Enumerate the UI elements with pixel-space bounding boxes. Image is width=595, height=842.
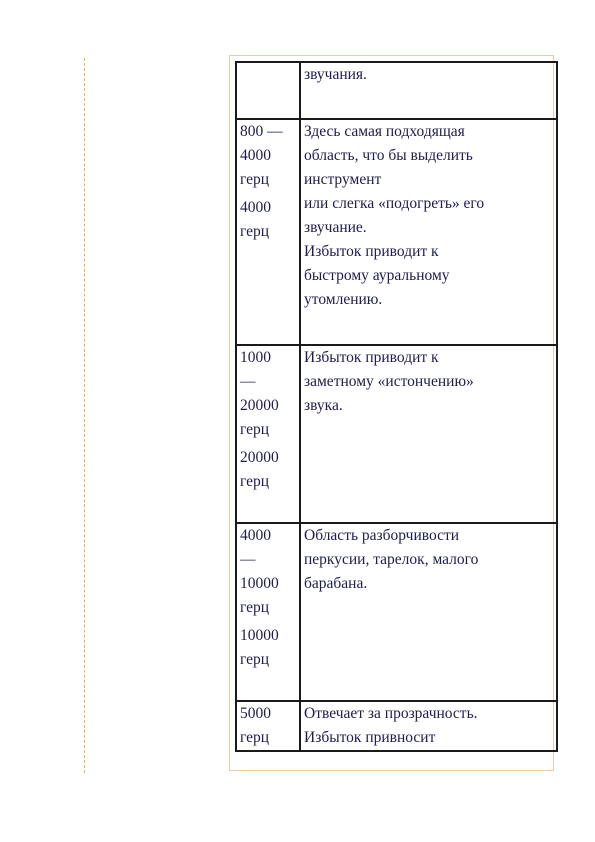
table-row xyxy=(236,701,557,751)
description-cell xyxy=(300,62,557,119)
frequency-range: 4000 — 10000 герц xyxy=(240,527,279,616)
description-cell xyxy=(300,345,557,523)
frequency-cell xyxy=(236,119,300,345)
description-cell xyxy=(300,119,557,345)
table-row xyxy=(236,62,557,119)
description-text: Здесь самая подходящая область, что бы выделить инструмент или слегка «подогреть» его звучание. Избыток приводит к быстрому ауральному утомлению. xyxy=(304,123,485,308)
table-row xyxy=(236,523,557,701)
table-row xyxy=(236,345,557,523)
frequency-table xyxy=(235,61,558,752)
frequency-value: 20000 герц xyxy=(240,449,279,490)
frequency-value: 4000 герц xyxy=(240,199,271,240)
description-text: звучания. xyxy=(304,66,367,83)
frequency-range: 800 — 4000 герц xyxy=(240,123,283,188)
frequency-cell xyxy=(236,345,300,523)
description-text: Отвечает за прозрачность. Избыток привносит xyxy=(304,705,478,746)
frequency-cell xyxy=(236,523,300,701)
frequency-cell xyxy=(236,62,300,119)
description-text: Избыток приводит к заметному «истончению» звука. xyxy=(304,349,474,414)
frequency-value: 10000 герц xyxy=(240,627,279,668)
frequency-cell xyxy=(236,701,300,751)
frequency-range: 1000 — 20000 герц xyxy=(240,349,279,438)
description-text: Область разборчивости перкусии, тарелок, малого барабана. xyxy=(304,527,479,592)
description-cell xyxy=(300,523,557,701)
description-cell xyxy=(300,701,557,751)
margin-guide-line xyxy=(84,58,85,773)
table-row xyxy=(236,119,557,345)
frequency-range: 5000 герц xyxy=(240,705,271,746)
